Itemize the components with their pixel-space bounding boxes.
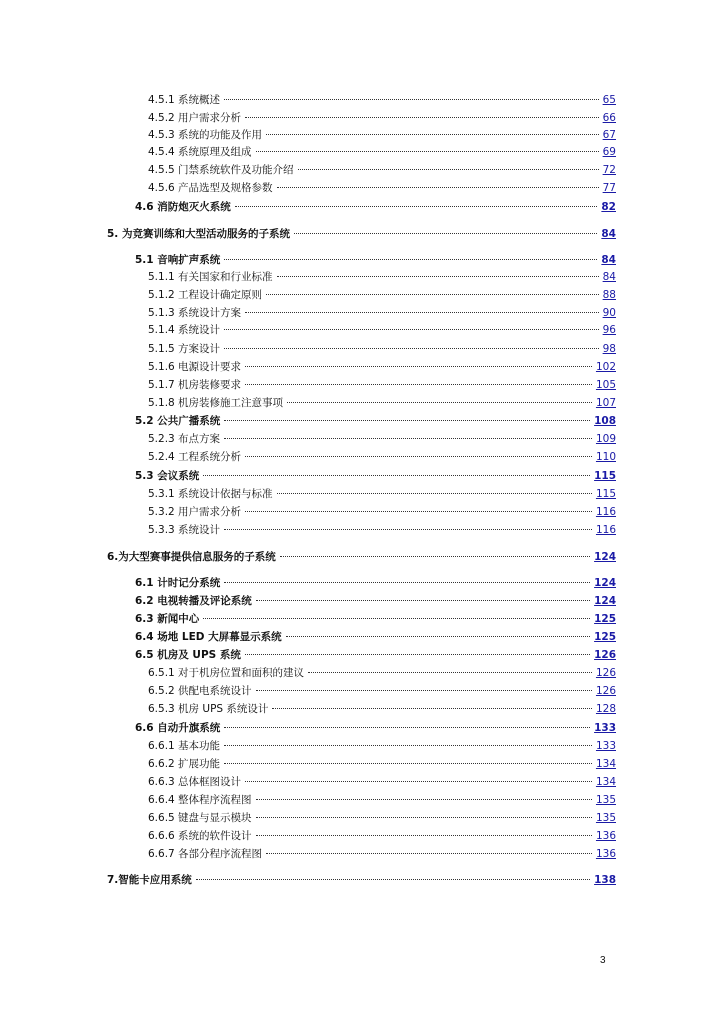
- toc-entry-title: 6.6.7 各部分程序流程图: [148, 848, 263, 860]
- toc-entry-title: 4.5.1 系统概述: [148, 94, 221, 106]
- toc-page-link[interactable]: 115: [595, 488, 616, 500]
- toc-entry[interactable]: [148, 287, 616, 303]
- toc-page-link[interactable]: 84: [601, 254, 616, 266]
- toc-entry-title: 6.6.2 扩展功能: [148, 758, 221, 770]
- toc-entry[interactable]: [135, 575, 616, 591]
- toc-dot-leader: [245, 356, 592, 367]
- toc-dot-leader: [224, 428, 592, 439]
- toc-dot-leader: [224, 319, 599, 330]
- toc-entry-title: 5. 为竞赛训练和大型活动服务的子系统: [107, 228, 290, 240]
- toc-entry-title: 5.3.1 系统设计依据与标准: [148, 488, 273, 500]
- toc-entry-title: 5.1.1 有关国家和行业标准: [148, 271, 273, 283]
- toc-entry-title: 6.1 计时记分系统: [135, 577, 221, 589]
- toc-entry[interactable]: [148, 341, 616, 357]
- toc-dot-leader: [224, 519, 592, 530]
- toc-entry[interactable]: [107, 872, 616, 888]
- toc-entry[interactable]: [148, 792, 616, 808]
- toc-dot-leader: [272, 698, 592, 709]
- toc-dot-leader: [245, 302, 599, 313]
- toc-entry[interactable]: [148, 395, 616, 411]
- toc-page-link[interactable]: 84: [601, 228, 616, 240]
- toc-entry[interactable]: [148, 828, 616, 844]
- toc-page-link[interactable]: 110: [595, 451, 616, 463]
- toc-dot-leader: [203, 608, 590, 619]
- toc-page-link[interactable]: 126: [594, 649, 616, 661]
- toc-entry-title: 5.3.2 用户需求分析: [148, 506, 242, 518]
- toc-page-link[interactable]: 115: [594, 470, 616, 482]
- toc-page-link[interactable]: 116: [595, 524, 616, 536]
- toc-page-link[interactable]: 82: [601, 201, 616, 213]
- toc-entry[interactable]: [148, 377, 616, 393]
- toc-page-link[interactable]: 124: [594, 577, 616, 589]
- toc-page-link[interactable]: 84: [602, 271, 616, 283]
- toc-entry[interactable]: [148, 756, 616, 772]
- toc-page-link[interactable]: 77: [602, 182, 616, 194]
- toc-entry[interactable]: [135, 468, 616, 484]
- toc-entry-title: 5.1.6 电源设计要求: [148, 361, 242, 373]
- toc-page-link[interactable]: 134: [595, 776, 616, 788]
- toc-entry-title: 4.6 消防炮灭火系统: [135, 201, 231, 213]
- toc-entry-title: 5.1.7 机房装修要求: [148, 379, 242, 391]
- toc-dot-leader: [245, 644, 590, 655]
- toc-page-link[interactable]: 66: [602, 112, 616, 124]
- toc-entry[interactable]: [148, 180, 616, 196]
- toc-entry[interactable]: [148, 449, 616, 465]
- toc-dot-leader: [224, 249, 597, 260]
- toc-entry-title: 5.3.3 系统设计: [148, 524, 221, 536]
- toc-page-link[interactable]: 65: [602, 94, 616, 106]
- toc-page-link[interactable]: 126: [595, 685, 616, 697]
- toc-dot-leader: [256, 789, 592, 800]
- toc-entry[interactable]: [148, 504, 616, 520]
- toc-page-link[interactable]: 134: [595, 758, 616, 770]
- toc-entry[interactable]: [135, 720, 616, 736]
- toc-entry[interactable]: [135, 629, 616, 645]
- toc-dot-leader: [224, 572, 590, 583]
- toc-entry[interactable]: [148, 810, 616, 826]
- toc-entry[interactable]: [148, 522, 616, 538]
- toc-entry-title: 7.智能卡应用系统: [107, 874, 192, 886]
- toc-page-link[interactable]: 96: [602, 324, 616, 336]
- toc-dot-leader: [256, 680, 592, 691]
- toc-entry-title: 5.2 公共广播系统: [135, 415, 221, 427]
- toc-entry[interactable]: [148, 846, 616, 862]
- toc-entry[interactable]: [148, 359, 616, 375]
- toc-entry-title: 5.2.4 工程系统分析: [148, 451, 242, 463]
- toc-entry-title: 6.4 场地 LED 大屏幕显示系统: [135, 631, 282, 643]
- toc-dot-leader: [196, 869, 590, 880]
- toc-page-link[interactable]: 135: [595, 794, 616, 806]
- toc-page-link[interactable]: 125: [594, 631, 616, 643]
- toc-entry[interactable]: [148, 774, 616, 790]
- toc-entry-title: 5.1.5 方案设计: [148, 343, 221, 355]
- toc-dot-leader: [224, 410, 590, 421]
- toc-entry[interactable]: [135, 647, 616, 663]
- toc-entry-title: 6.5 机房及 UPS 系统: [135, 649, 241, 661]
- toc-dot-leader: [266, 124, 599, 135]
- toc-dot-leader: [245, 501, 592, 512]
- toc-entry-title: 4.5.6 产品选型及规格参数: [148, 182, 273, 194]
- toc-page-link[interactable]: 72: [602, 164, 616, 176]
- toc-entry-title: 6.6 自动升旗系统: [135, 722, 221, 734]
- toc-entry[interactable]: [148, 738, 616, 754]
- toc-dot-leader: [308, 662, 592, 673]
- toc-entry-title: 6.6.5 键盘与显示模块: [148, 812, 252, 824]
- toc-dot-leader: [277, 266, 599, 277]
- toc-entry-title: 6.5.2 供配电系统设计: [148, 685, 252, 697]
- toc-dot-leader: [224, 338, 599, 349]
- toc-entry[interactable]: [107, 226, 616, 242]
- toc-page-link[interactable]: 98: [602, 343, 616, 355]
- toc-page-link[interactable]: 136: [595, 830, 616, 842]
- toc-dot-leader: [245, 107, 599, 118]
- toc-entry-title: 6.6.4 整体程序流程图: [148, 794, 252, 806]
- toc-entry[interactable]: [148, 431, 616, 447]
- toc-page-link[interactable]: 135: [595, 812, 616, 824]
- toc-page-link[interactable]: 136: [595, 848, 616, 860]
- toc-dot-leader: [287, 392, 592, 403]
- toc-page-link[interactable]: 107: [595, 397, 616, 409]
- toc-dot-leader: [245, 446, 592, 457]
- toc-entry-title: 4.5.5 门禁系统软件及功能介绍: [148, 164, 294, 176]
- page-number: 3: [600, 955, 606, 966]
- toc-dot-leader: [224, 717, 590, 728]
- toc-dot-leader: [256, 141, 599, 152]
- toc-entry[interactable]: [107, 549, 616, 565]
- toc-entry-title: 6.6.3 总体框图设计: [148, 776, 242, 788]
- toc-dot-leader: [277, 483, 592, 494]
- toc-entry-title: 4.5.4 系统原理及组成: [148, 146, 252, 158]
- toc-entry-title: 6.6.1 基本功能: [148, 740, 221, 752]
- toc-entry-title: 6.3 新闻中心: [135, 613, 200, 625]
- toc-dot-leader: [266, 284, 599, 295]
- toc-page-link[interactable]: 69: [602, 146, 616, 158]
- toc-entry[interactable]: [135, 199, 616, 215]
- toc-entry[interactable]: [148, 683, 616, 699]
- toc-page-link[interactable]: 124: [594, 551, 616, 563]
- toc-dot-leader: [203, 465, 590, 476]
- toc-page-link[interactable]: 133: [595, 740, 616, 752]
- toc-entry[interactable]: [135, 611, 616, 627]
- toc-entry-title: 6.5.1 对于机房位置和面积的建议: [148, 667, 305, 679]
- toc-entry[interactable]: [148, 269, 616, 285]
- toc-entry-title: 6.6.6 系统的软件设计: [148, 830, 252, 842]
- toc-entry[interactable]: [148, 665, 616, 681]
- toc-page-link[interactable]: 67: [602, 129, 616, 141]
- toc-page-link[interactable]: 124: [594, 595, 616, 607]
- toc-dot-leader: [286, 626, 590, 637]
- toc-entry-title: 5.1.2 工程设计确定原则: [148, 289, 263, 301]
- toc-dot-leader: [224, 89, 599, 100]
- toc-entry[interactable]: [135, 593, 616, 609]
- toc-page-link[interactable]: 116: [595, 506, 616, 518]
- toc-dot-leader: [280, 546, 590, 557]
- toc-entry-title: 5.3 会议系统: [135, 470, 200, 482]
- toc-dot-leader: [294, 223, 597, 234]
- toc-dot-leader: [256, 825, 592, 836]
- toc-dot-leader: [256, 807, 592, 818]
- toc-entry-title: 4.5.2 用户需求分析: [148, 112, 242, 124]
- toc-entry[interactable]: [148, 144, 616, 160]
- toc-page-link[interactable]: 102: [595, 361, 616, 373]
- toc-entry-title: 6.2 电视转播及评论系统: [135, 595, 252, 607]
- toc-page-link[interactable]: 126: [595, 667, 616, 679]
- toc-page-link[interactable]: 128: [595, 703, 616, 715]
- toc-page-link[interactable]: 109: [595, 433, 616, 445]
- toc-dot-leader: [224, 753, 592, 764]
- toc-page-link[interactable]: 125: [594, 613, 616, 625]
- toc-entry[interactable]: [148, 486, 616, 502]
- toc-dot-leader: [266, 843, 592, 854]
- toc-entry[interactable]: [135, 413, 616, 429]
- toc-entry-title: 5.1.3 系统设计方案: [148, 307, 242, 319]
- toc-dot-leader: [277, 177, 599, 188]
- toc-page-link[interactable]: 105: [595, 379, 616, 391]
- toc-entry-title: 6.为大型赛事提供信息服务的子系统: [107, 551, 276, 563]
- toc-entry-title: 4.5.3 系统的功能及作用: [148, 129, 263, 141]
- toc-dot-leader: [245, 771, 592, 782]
- toc-page-link[interactable]: 90: [602, 307, 616, 319]
- toc-dot-leader: [256, 590, 590, 601]
- toc-page-link[interactable]: 108: [594, 415, 616, 427]
- toc-entry-title: 5.1.8 机房装修施工注意事项: [148, 397, 284, 409]
- toc-entry[interactable]: [148, 322, 616, 338]
- toc-entry-title: 5.2.3 布点方案: [148, 433, 221, 445]
- toc-dot-leader: [224, 735, 592, 746]
- toc-entry[interactable]: [148, 701, 616, 717]
- toc-page-link[interactable]: 133: [594, 722, 616, 734]
- toc-entry-title: 5.1 音响扩声系统: [135, 254, 221, 266]
- toc-entry[interactable]: [148, 162, 616, 178]
- toc-entry-title: 6.5.3 机房 UPS 系统设计: [148, 703, 269, 715]
- toc-page-link[interactable]: 88: [602, 289, 616, 301]
- toc-dot-leader: [235, 196, 598, 207]
- toc-dot-leader: [298, 159, 599, 170]
- toc-entry[interactable]: [148, 92, 616, 108]
- toc-dot-leader: [245, 374, 592, 385]
- toc-entry-title: 5.1.4 系统设计: [148, 324, 221, 336]
- toc-page-link[interactable]: 138: [594, 874, 616, 886]
